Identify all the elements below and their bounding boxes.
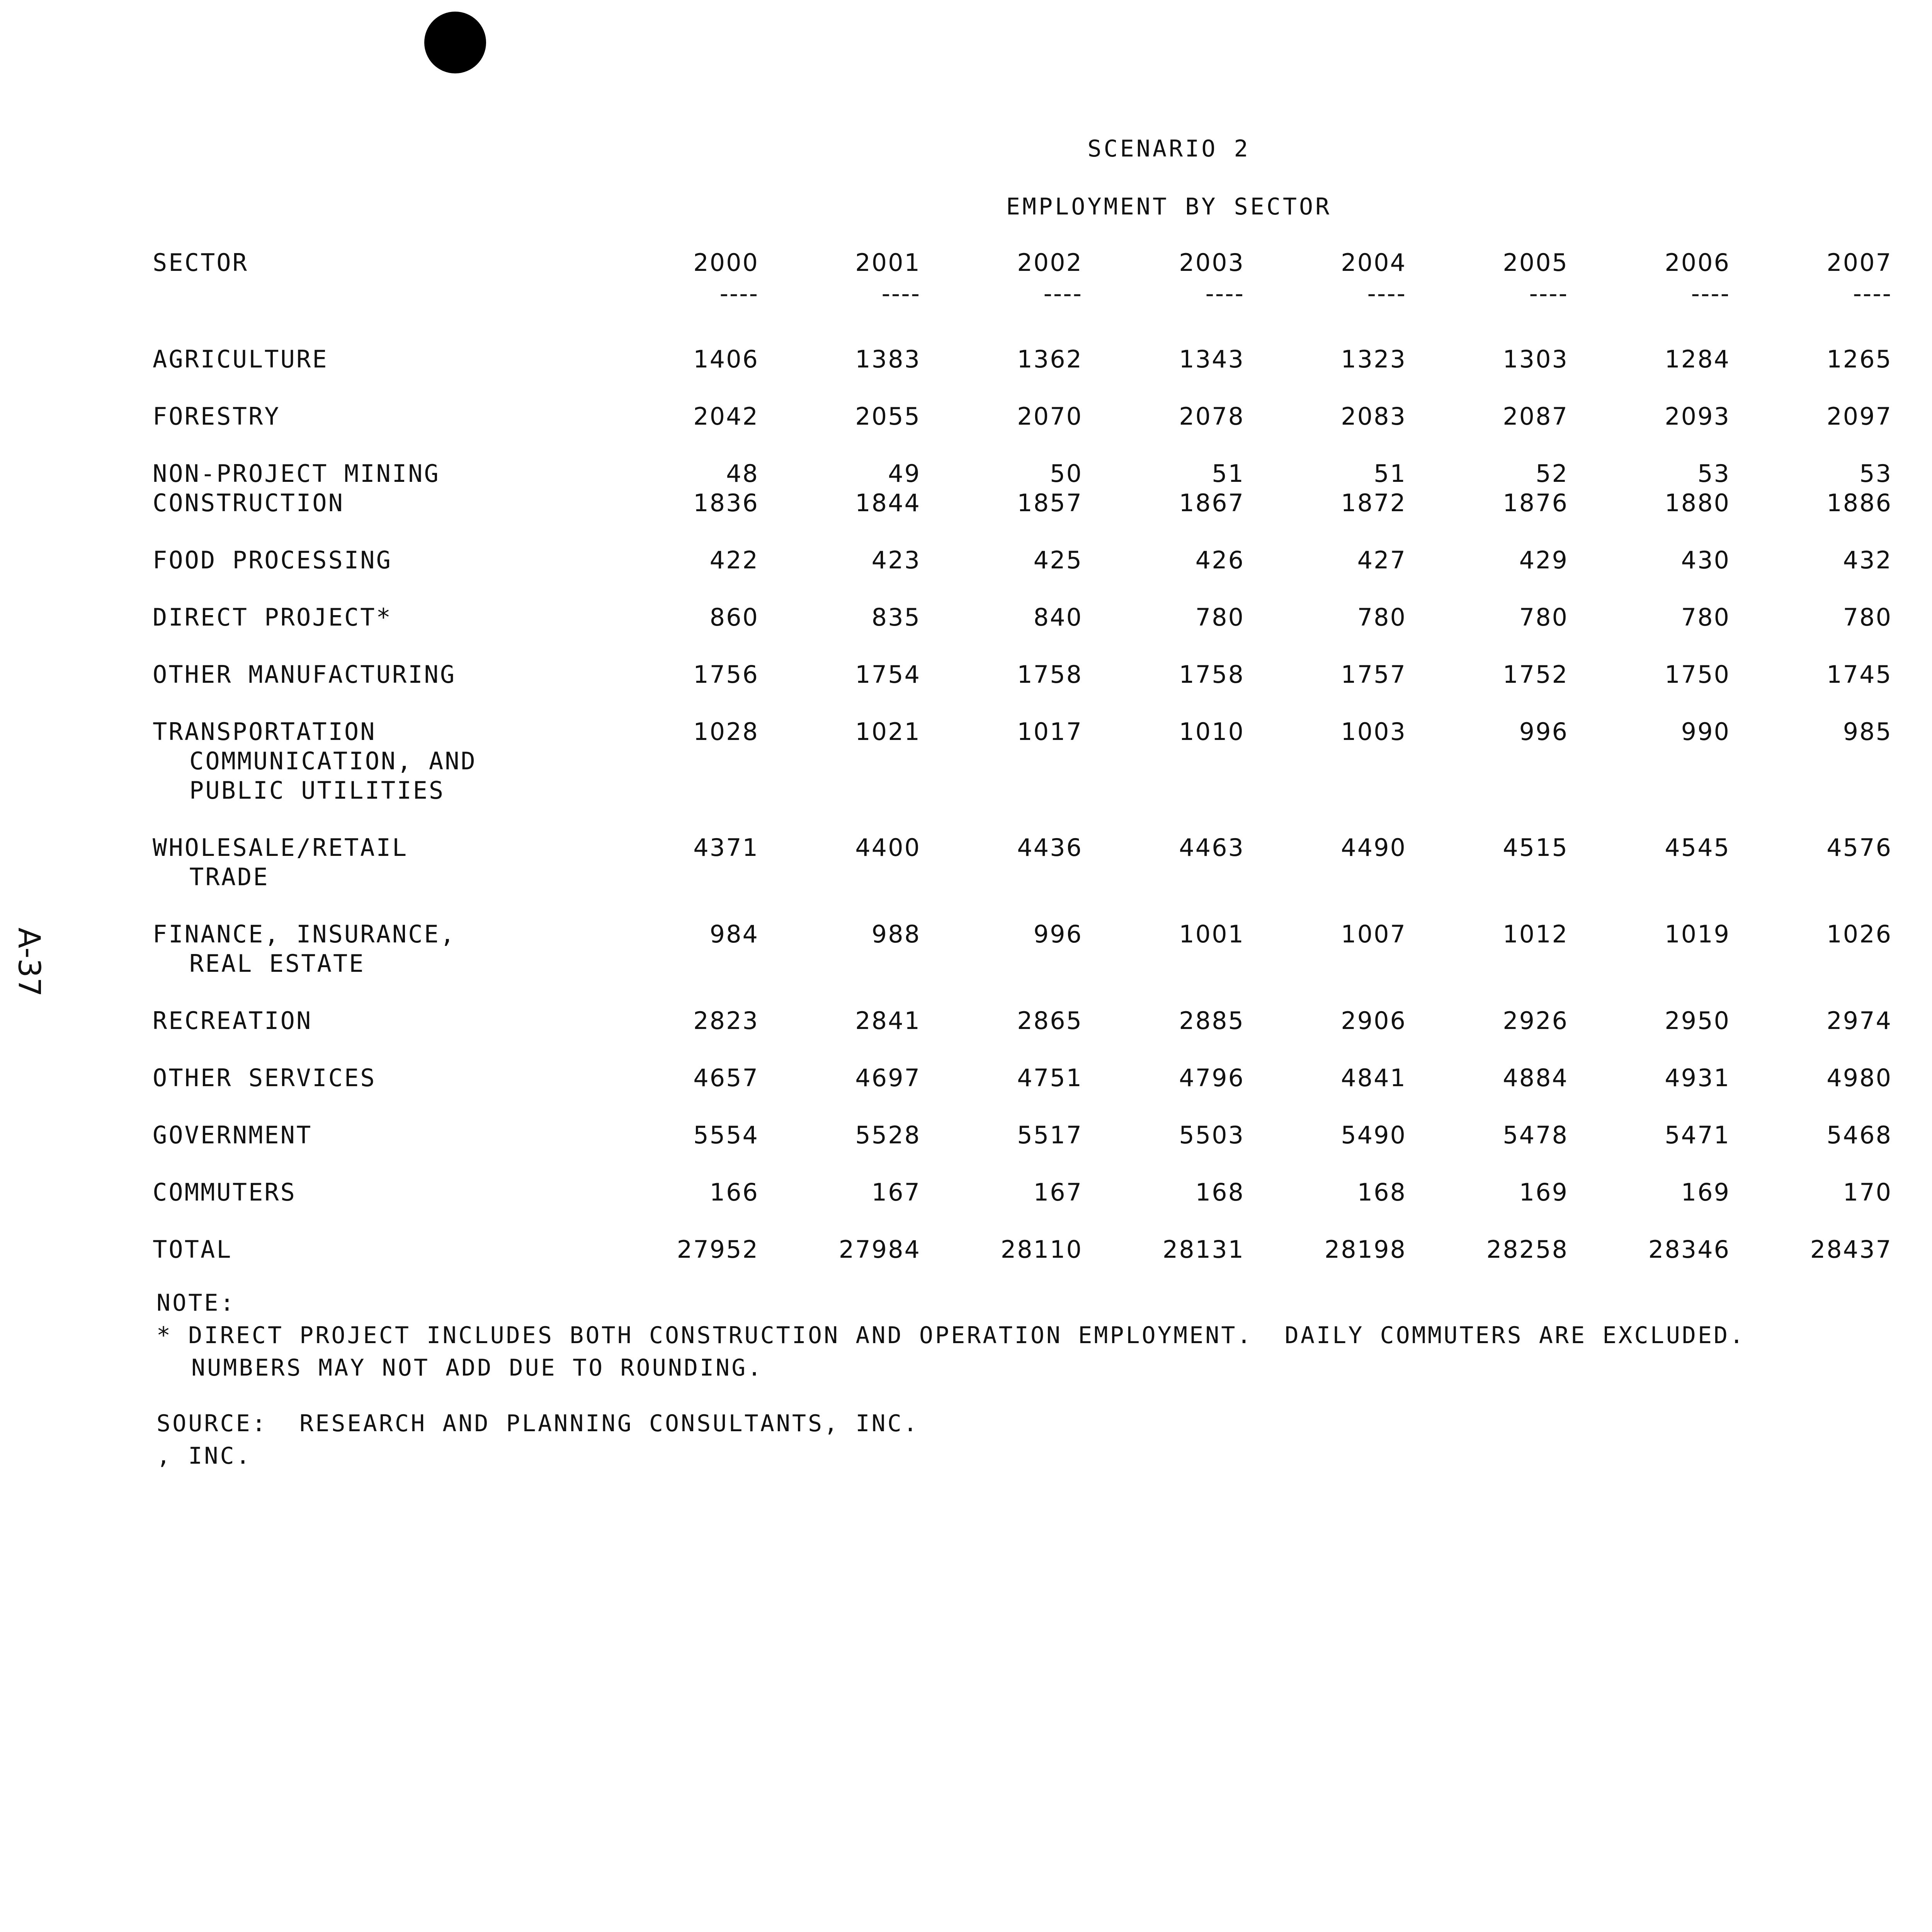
value-cell xyxy=(1892,833,1932,862)
value-cell: 1383 xyxy=(855,345,921,373)
year-header: 2007 xyxy=(1827,248,1892,277)
sector-name-line: NON-PROJECT MINING xyxy=(153,459,440,488)
value-cell: 1284 xyxy=(1665,345,1730,373)
table-row xyxy=(153,1121,1932,1150)
year-underline: ---- xyxy=(1529,279,1568,308)
table-row xyxy=(153,833,1932,892)
value-cell: 5471 xyxy=(1665,1121,1730,1149)
table-row xyxy=(153,402,1932,431)
sector-name-line: FOOD PROCESSING xyxy=(153,546,392,574)
value-cell: 1265 xyxy=(1827,345,1892,373)
value-cell: 996 xyxy=(1519,718,1568,746)
value-cell: 2070 xyxy=(1017,402,1083,430)
value-cell: 1867 xyxy=(1179,489,1245,517)
table-row xyxy=(153,920,1932,978)
value-cell: 28198 xyxy=(1324,1235,1406,1264)
sector-name-line: RECREATION xyxy=(153,1007,313,1035)
value-cell: 4436 xyxy=(1017,833,1083,862)
value-cell: 4980 xyxy=(1827,1064,1892,1092)
sector-name-line: GOVERNMENT xyxy=(153,1121,313,1149)
sector-name xyxy=(153,459,597,488)
value-cell: 780 xyxy=(1195,603,1245,631)
year-header: 2001 xyxy=(855,248,921,277)
value-cell: 2974 xyxy=(1827,1007,1892,1035)
value-cell: 4841 xyxy=(1341,1064,1406,1092)
value-cell: 5478 xyxy=(1503,1121,1568,1149)
note-label: NOTE: xyxy=(156,1289,236,1316)
value-cell: 4796 xyxy=(1179,1064,1245,1092)
sector-name-line: CONSTRUCTION xyxy=(153,489,344,517)
year-header: 2004 xyxy=(1341,248,1406,277)
table-row xyxy=(153,1063,1932,1093)
value-cell: 2087 xyxy=(1503,402,1568,430)
value-cell: 5468 xyxy=(1827,1121,1892,1149)
value-cell: 28437 xyxy=(1810,1235,1892,1264)
value-cell: 2865 xyxy=(1017,1007,1083,1035)
sector-name xyxy=(153,345,597,374)
source-line: SOURCE: RESEARCH AND PLANNING CONSULTANTS, INC. xyxy=(156,1410,919,1437)
value-cell: 1750 xyxy=(1665,660,1730,689)
sector-name-line: TRADE xyxy=(189,863,269,891)
table-row xyxy=(153,459,1932,488)
value-cell: 1758 xyxy=(1179,660,1245,689)
sector-name xyxy=(153,546,597,575)
value-cell: 28110 xyxy=(1000,1235,1083,1264)
value-cell: 167 xyxy=(1033,1178,1083,1206)
table-row xyxy=(153,1235,1932,1264)
value-cell: 4884 xyxy=(1503,1064,1568,1092)
value-cell xyxy=(1892,717,1932,747)
value-cell: 2093 xyxy=(1665,402,1730,430)
value-cell: 426 xyxy=(1195,546,1245,574)
value-cell: 2042 xyxy=(693,402,759,430)
value-cell: 780 xyxy=(1519,603,1568,631)
value-cell: 996 xyxy=(1033,920,1083,948)
sector-name-line: TOTAL xyxy=(153,1235,233,1264)
table-row xyxy=(153,345,1932,374)
value-cell: 429 xyxy=(1519,546,1568,574)
value-cell xyxy=(1892,1178,1932,1207)
year-header: 2000 xyxy=(693,248,759,277)
value-cell: 2083 xyxy=(1341,402,1406,430)
value-cell: 1758 xyxy=(1017,660,1083,689)
value-cell: 4490 xyxy=(1341,833,1406,862)
value-cell xyxy=(1892,1121,1932,1150)
value-cell: 860 xyxy=(709,603,759,631)
year-underline: ---- xyxy=(1367,279,1406,308)
value-cell xyxy=(1892,660,1932,689)
value-cell: 166 xyxy=(709,1178,759,1206)
value-cell: 988 xyxy=(871,920,921,948)
notes-block xyxy=(156,1287,1745,1472)
value-cell: 1876 xyxy=(1503,489,1568,517)
page-subtitle: EMPLOYMENT BY SECTOR xyxy=(1006,193,1332,220)
value-cell: 2885 xyxy=(1179,1007,1245,1035)
value-cell: 2055 xyxy=(855,402,921,430)
value-cell: 168 xyxy=(1195,1178,1245,1206)
value-cell xyxy=(1892,603,1932,632)
value-cell: 4463 xyxy=(1179,833,1245,862)
value-cell: 27952 xyxy=(677,1235,759,1264)
value-cell: 780 xyxy=(1357,603,1406,631)
value-cell: 1019 xyxy=(1665,920,1730,948)
year-underline: ---- xyxy=(881,279,921,308)
value-cell: 2097 xyxy=(1827,402,1892,430)
sector-name-line: OTHER SERVICES xyxy=(153,1064,376,1092)
sector-name xyxy=(153,833,597,892)
sector-name xyxy=(153,488,597,518)
value-cell: 4371 xyxy=(693,833,759,862)
value-cell: 167 xyxy=(871,1178,921,1206)
value-cell: 1007 xyxy=(1341,920,1406,948)
year-underlines xyxy=(597,279,1932,308)
value-cell: 169 xyxy=(1681,1178,1730,1206)
sector-name-line: PUBLIC UTILITIES xyxy=(189,776,445,804)
value-cell: 2823 xyxy=(693,1007,759,1035)
value-cell xyxy=(1892,920,1932,949)
sector-column-header: SECTOR xyxy=(153,248,248,277)
value-cell: 427 xyxy=(1357,546,1406,574)
value-cell xyxy=(1892,1006,1932,1036)
value-cell: 27984 xyxy=(838,1235,921,1264)
value-cell: 840 xyxy=(1033,603,1083,631)
value-cell xyxy=(1892,459,1932,488)
table-header-row xyxy=(153,243,1932,286)
value-cell: 53 xyxy=(1697,459,1730,488)
value-cell: 5503 xyxy=(1179,1121,1245,1149)
value-cell xyxy=(1892,1235,1932,1264)
value-cell xyxy=(1892,488,1932,518)
page-number-label xyxy=(12,920,47,1005)
value-cell: 1003 xyxy=(1341,718,1406,746)
year-underline: ---- xyxy=(1043,279,1083,308)
value-cell xyxy=(1892,402,1932,431)
year-header: 2005 xyxy=(1503,248,1568,277)
value-cell: 4515 xyxy=(1503,833,1568,862)
value-cell: 1028 xyxy=(693,718,759,746)
value-cell: 2841 xyxy=(855,1007,921,1035)
value-cell: 4576 xyxy=(1827,833,1892,862)
sector-name xyxy=(153,1121,597,1150)
value-cell: 52 xyxy=(1536,459,1568,488)
year-header xyxy=(1892,243,1932,282)
sector-name xyxy=(153,402,597,431)
sector-name xyxy=(153,1235,597,1264)
year-underline xyxy=(1892,286,1932,301)
value-cell: 990 xyxy=(1681,718,1730,746)
sector-name xyxy=(153,1063,597,1093)
value-cell: 1001 xyxy=(1179,920,1245,948)
value-cell: 1010 xyxy=(1179,718,1245,746)
sector-name-line: TRANSPORTATION xyxy=(153,718,376,746)
year-header: 2003 xyxy=(1179,248,1245,277)
year-underline: ---- xyxy=(1691,279,1730,308)
value-cell: 985 xyxy=(1843,718,1892,746)
value-cell: 1752 xyxy=(1503,660,1568,689)
value-cell: 780 xyxy=(1843,603,1892,631)
value-cell: 53 xyxy=(1859,459,1892,488)
value-cell: 835 xyxy=(871,603,921,631)
value-cell: 1844 xyxy=(855,489,921,517)
value-cell xyxy=(1892,1063,1932,1093)
table-body xyxy=(153,345,1932,1264)
value-cell: 4751 xyxy=(1017,1064,1083,1092)
value-cell: 984 xyxy=(709,920,759,948)
year-underline: ---- xyxy=(1853,279,1892,308)
value-cell: 4657 xyxy=(693,1064,759,1092)
value-cell: 1026 xyxy=(1827,920,1892,948)
sector-name xyxy=(153,1006,597,1036)
note-line-2: NUMBERS MAY NOT ADD DUE TO ROUNDING. xyxy=(191,1354,764,1381)
note-line-1: * DIRECT PROJECT INCLUDES BOTH CONSTRUCTION AND OPERATION EMPLOYMENT. DAILY COMMUTERS ARE EXCLUDED. xyxy=(156,1322,1746,1349)
value-cell: 2926 xyxy=(1503,1007,1568,1035)
sector-name-line: WHOLESALE/RETAIL xyxy=(153,833,408,862)
sector-name xyxy=(153,1178,597,1207)
sector-name-line: AGRICULTURE xyxy=(153,345,328,373)
year-header: 2002 xyxy=(1017,248,1083,277)
value-cell: 51 xyxy=(1212,459,1245,488)
value-cell: 423 xyxy=(871,546,921,574)
value-cell: 2906 xyxy=(1341,1007,1406,1035)
table-row xyxy=(153,717,1932,805)
value-cell: 1872 xyxy=(1341,489,1406,517)
value-cell: 1836 xyxy=(693,489,759,517)
value-cell: 50 xyxy=(1050,459,1083,488)
value-cell: 1323 xyxy=(1341,345,1406,373)
value-cell: 1343 xyxy=(1179,345,1245,373)
value-cell: 2950 xyxy=(1665,1007,1730,1035)
value-cell: 1880 xyxy=(1665,489,1730,517)
value-cell: 1857 xyxy=(1017,489,1083,517)
value-cell: 1757 xyxy=(1341,660,1406,689)
value-cell: 422 xyxy=(709,546,759,574)
value-cell: 1303 xyxy=(1503,345,1568,373)
value-cell xyxy=(1892,546,1932,575)
value-cell: 48 xyxy=(726,459,759,488)
value-cell: 5554 xyxy=(693,1121,759,1149)
sector-name-line: FORESTRY xyxy=(153,402,281,430)
value-cell: 5517 xyxy=(1017,1121,1083,1149)
year-headers xyxy=(597,243,1932,282)
table-row xyxy=(153,546,1932,575)
source-continuation: , INC. xyxy=(156,1442,252,1469)
value-cell: 28131 xyxy=(1162,1235,1245,1264)
header-underline-row xyxy=(153,279,1932,317)
value-cell: 1756 xyxy=(693,660,759,689)
value-cell: 1406 xyxy=(693,345,759,373)
year-underline: ---- xyxy=(719,279,759,308)
value-cell: 5528 xyxy=(855,1121,921,1149)
sector-name xyxy=(153,660,597,689)
value-cell: 1745 xyxy=(1827,660,1892,689)
value-cell: 5490 xyxy=(1341,1121,1406,1149)
value-cell: 28346 xyxy=(1648,1235,1730,1264)
value-cell: 430 xyxy=(1681,546,1730,574)
value-cell: 432 xyxy=(1843,546,1892,574)
value-cell: 4400 xyxy=(855,833,921,862)
sector-name-line: OTHER MANUFACTURING xyxy=(153,660,456,689)
sector-name-line: COMMUNICATION, AND xyxy=(189,747,477,775)
sector-name xyxy=(153,717,597,805)
binder-hole-left xyxy=(424,12,486,73)
sector-name-line: FINANCE, INSURANCE, xyxy=(153,920,456,948)
sector-name-line: DIRECT PROJECT* xyxy=(153,603,392,631)
sector-name-line: REAL ESTATE xyxy=(189,949,365,978)
page-number-text: A-37 xyxy=(12,927,47,997)
employment-table xyxy=(153,243,1932,1264)
value-cell: 425 xyxy=(1033,546,1083,574)
value-cell: 1886 xyxy=(1827,489,1892,517)
value-cell: 4697 xyxy=(855,1064,921,1092)
value-cell: 168 xyxy=(1357,1178,1406,1206)
table-row xyxy=(153,603,1932,632)
year-header: 2006 xyxy=(1665,248,1730,277)
table-row xyxy=(153,488,1932,518)
value-cell: 169 xyxy=(1519,1178,1568,1206)
value-cell: 28258 xyxy=(1486,1235,1568,1264)
year-underline: ---- xyxy=(1205,279,1245,308)
value-cell: 780 xyxy=(1681,603,1730,631)
value-cell: 1362 xyxy=(1017,345,1083,373)
value-cell: 49 xyxy=(888,459,921,488)
sector-name-line: COMMUTERS xyxy=(153,1178,296,1206)
table-row xyxy=(153,1006,1932,1036)
value-cell: 1012 xyxy=(1503,920,1568,948)
sector-name xyxy=(153,920,597,978)
table-row xyxy=(153,660,1932,689)
page-title: SCENARIO 2 xyxy=(1087,135,1250,162)
sector-name xyxy=(153,603,597,632)
value-cell: 170 xyxy=(1843,1178,1892,1206)
table-row xyxy=(153,1178,1932,1207)
value-cell xyxy=(1892,345,1932,374)
value-cell: 1754 xyxy=(855,660,921,689)
value-cell: 2078 xyxy=(1179,402,1245,430)
value-cell: 1021 xyxy=(855,718,921,746)
value-cell: 51 xyxy=(1374,459,1406,488)
value-cell: 4931 xyxy=(1665,1064,1730,1092)
value-cell: 1017 xyxy=(1017,718,1083,746)
value-cell: 4545 xyxy=(1665,833,1730,862)
